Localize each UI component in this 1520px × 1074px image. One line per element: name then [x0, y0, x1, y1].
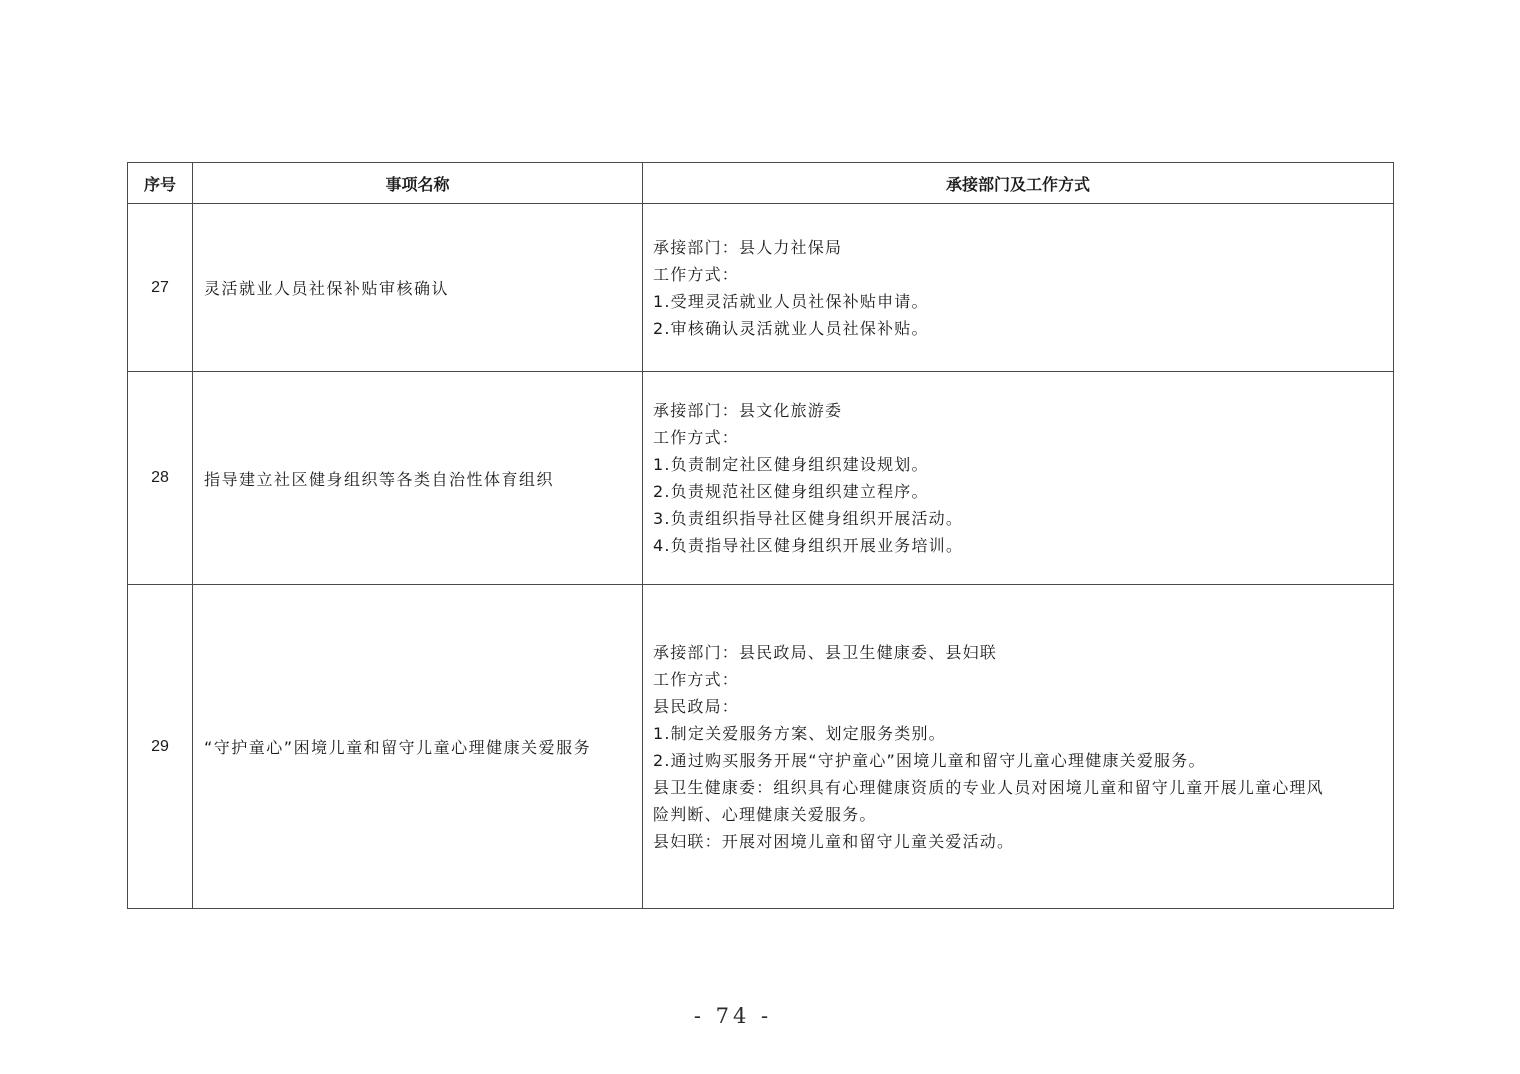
method-label: 工作方式： — [653, 669, 740, 689]
row-item-name: 灵活就业人员社保补贴审核确认 — [193, 204, 643, 372]
header-dept: 承接部门及工作方式 — [643, 163, 1394, 204]
row-seq: 29 — [128, 585, 193, 909]
table-header-row — [128, 163, 1394, 204]
table-row — [128, 372, 1394, 585]
row-seq: 28 — [128, 372, 193, 585]
page-number: - 74 - — [693, 1004, 773, 1028]
method-line: 1.负责制定社区健身组织建设规划。 — [653, 455, 929, 474]
row-dept-method — [643, 372, 1394, 585]
method-line: 4.负责指导社区健身组织开展业务培训。 — [653, 536, 964, 555]
method-line: 险判断、心理健康关爱服务。 — [653, 804, 877, 824]
header-seq: 序号 — [128, 163, 193, 204]
method-line: 2.审核确认灵活就业人员社保补贴。 — [653, 318, 929, 338]
method-label: 工作方式： — [653, 428, 740, 447]
method-line: 县妇联：开展对困境儿童和留守儿童关爱活动。 — [653, 831, 1015, 851]
row-dept-method — [643, 204, 1394, 372]
method-line: 1.制定关爱服务方案、划定服务类别。 — [653, 723, 946, 743]
table-row — [128, 585, 1394, 909]
dept-line: 承接部门：县民政局、县卫生健康委、县妇联 — [653, 642, 998, 662]
method-line: 2.通过购买服务开展“守护童心”困境儿童和留守儿童心理健康关爱服务。 — [653, 750, 1206, 770]
method-line: 1.受理灵活就业人员社保补贴申请。 — [653, 291, 929, 311]
matters-table — [127, 162, 1394, 909]
row-item-name: 指导建立社区健身组织等各类自治性体育组织 — [193, 372, 643, 585]
method-label: 工作方式： — [653, 264, 740, 284]
method-line: 县民政局： — [653, 696, 740, 716]
method-line: 2.负责规范社区健身组织建立程序。 — [653, 482, 929, 501]
row-dept-method — [643, 585, 1394, 909]
row-item-name: “守护童心”困境儿童和留守儿童心理健康关爱服务 — [193, 585, 643, 909]
header-name: 事项名称 — [193, 163, 643, 204]
dept-line: 承接部门：县文化旅游委 — [653, 401, 843, 420]
row-seq: 27 — [128, 204, 193, 372]
dept-line: 承接部门：县人力社保局 — [653, 237, 843, 257]
method-line: 县卫生健康委：组织具有心理健康资质的专业人员对困境儿童和留守儿童开展儿童心理风 — [653, 777, 1324, 797]
method-line: 3.负责组织指导社区健身组织开展活动。 — [653, 509, 964, 528]
table-row — [128, 204, 1394, 372]
